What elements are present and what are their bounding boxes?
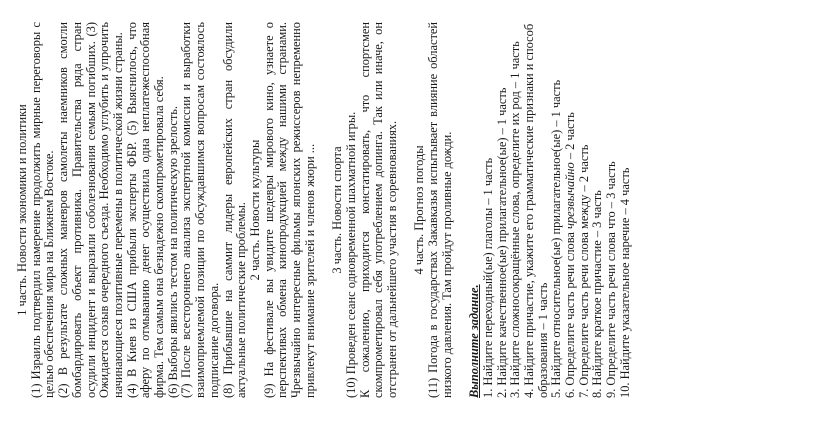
- part3-title: 3 часть. Новости спорта: [330, 146, 345, 274]
- task-item-7: 7. Определите часть речи слова между – 2 часть: [576, 144, 591, 398]
- part1-paragraph-4: (6) Выборы явились тестом на политическую зрелость.: [165, 106, 180, 398]
- task-item-10: 10. Найдите указательное наречие – 4 часть: [617, 167, 632, 398]
- spacer: [400, 22, 414, 398]
- part2-title: 2 часть. Новости культуры: [247, 139, 262, 281]
- part1-paragraph-1: (1) Израиль подтвердил намерение продолжить мирные переговоры с целью обеспечения мира на Ближнем Востоке.: [28, 22, 57, 398]
- task-item-2: 2. Найдите качественное(ые) прилагательное(ые) – 1 часть: [494, 87, 509, 398]
- task-item-1: 1. Найдите переходный(ые) глаголы – 1 часть: [480, 157, 495, 398]
- task-item-6: [564, 22, 578, 398]
- part1-paragraph-3: (4) В Киев из США прибыли эксперты ФБР. (5) Выяснилось, что аферу по отмыванию денег осуществила одна неплатежеспособная фирма. Тем самым она безнадежно скомпрометировала себя.: [124, 22, 167, 398]
- task-item-5: 5. Найдите относительное(ые) прилагательное(ые) – 1 часть: [549, 79, 564, 398]
- task-item-6-word: чрезвычайно: [563, 162, 578, 229]
- task-item-6-text: 6. Определите часть речи слова: [563, 228, 578, 398]
- part4-title: 4 часть. Прогноз погоды: [412, 145, 427, 275]
- part1-paragraph-5: (7) После всестороннего анализа экспертной комиссии и выработки взаимоприемлемой позиции по обсуждавшимся вопросам состоялось подписание договора.: [179, 22, 221, 398]
- task-heading: Выполните задание.: [467, 284, 482, 398]
- task-list: [482, 22, 633, 398]
- part4-paragraph-1: (11) Погода в государствах Закавказья испытывает влияние областей низкого давления. Там пройдут проливные дожди.: [426, 22, 454, 398]
- part1-paragraph-2: (2) В результате сложных маневров самолеты наемников смогли бомбардировать объект противника. Правительства ряда стран осудили инцидент и выразили соболезнования семьям погибших. (3) Ожидается созыв очередного съезда. Необходимо углубить и упрочить начинающиеся позитивные перемены в политической жизни страны.: [56, 22, 125, 398]
- part1-title: 1 часть. Новости экономики и политики: [15, 104, 29, 316]
- spacer: [454, 22, 468, 398]
- task-item-8: 8. Найдите краткое причастие – 3 часть: [590, 190, 605, 398]
- part2-paragraph-1: (9) На фестивале вы увидите шедевры мирового кино, узнаете о перспективах обмена кинопродукцией между нашими странами. Чрезвычайно интересные фильмы японских режиссеров непременно привлекут внимание зрителей и членов жюри ...: [261, 22, 317, 398]
- task-item-9: 9. Определите часть речи слова что – 3 часть: [604, 161, 619, 398]
- spacer: [317, 22, 331, 398]
- task-item-3: 3. Найдите сложносокращённые слова, определите их род – 1 часть: [508, 41, 523, 398]
- part3-paragraph-2: К сожалению, приходится констатировать, что спортсмен скомпрометировал себя употреблением допинга. Так или иначе, он отстранен от дальнейшего участия в соревнованиях.: [357, 22, 399, 398]
- task-item-6-suffix: – 2 часть: [563, 112, 578, 163]
- task-item-4: 4. Найдите причастие, укажите его грамматические признаки и способ образования – 1 часть: [521, 23, 550, 398]
- part3-paragraph-1: (10) Проведен сеанс одновременной шахматной игры.: [343, 111, 358, 398]
- part1-paragraph-6: (8) Прибывшие на саммит лидеры европейских стран обсудили актуальные политические проблемы.: [220, 22, 249, 398]
